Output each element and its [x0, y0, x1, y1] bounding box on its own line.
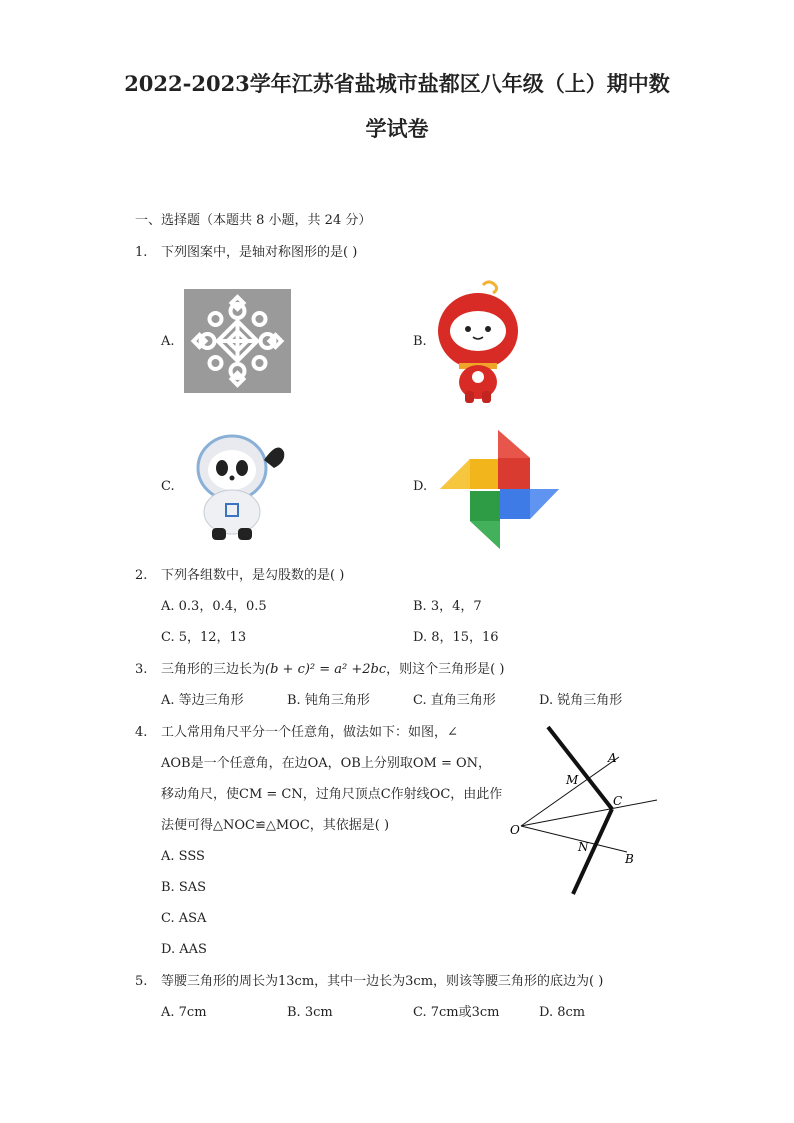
question-number-4: 4.	[135, 725, 148, 740]
lantern-mascot-image	[433, 279, 523, 404]
question-number-3: 3.	[135, 662, 148, 677]
option-d-label: D.	[413, 479, 428, 494]
question-2-stem: 下列各组数中，是勾股数的是( )	[161, 568, 345, 583]
q4-stem-line3: 移动角尺，使CM = CN，过角尺顶点C作射线OC，由此作	[161, 787, 503, 802]
q3-option-a: A. 等边三角形	[161, 693, 244, 708]
panda-mascot-image	[192, 430, 287, 542]
q2-option-b: B. 3，4，7	[413, 599, 482, 614]
q2-option-c: C. 5，12，13	[161, 630, 247, 645]
question-number-1: 1.	[135, 245, 148, 260]
q4-option-c: C. ASA	[161, 911, 207, 926]
pinwheel-image	[440, 428, 560, 550]
q4-option-b: B. SAS	[161, 880, 207, 895]
question-3-stem	[161, 661, 504, 679]
question-1-stem: 下列图案中，是轴对称图形的是( )	[161, 245, 358, 260]
q5-option-a: A. 7cm	[161, 1005, 207, 1020]
option-c-label: C.	[161, 479, 175, 494]
q3-stem-start: 三角形的三边长为	[161, 662, 266, 677]
q3-stem-end: ，则这个三角形是( )	[386, 662, 505, 677]
question-5-stem: 等腰三角形的周长为13cm，其中一边长为3cm，则该等腰三角形的底边为( )	[161, 974, 604, 989]
option-b-label: B.	[413, 334, 427, 349]
label-point-o: O	[510, 823, 520, 837]
q4-stem-line4: 法便可得△NOC≌△MOC，其依据是( )	[161, 818, 390, 833]
label-point-n: N	[578, 840, 589, 854]
page-title: 2022-2023学年江苏省盐城市盐都区八年级（上）期中数	[124, 71, 670, 96]
snowflake-papercut-image	[184, 289, 291, 393]
q5-option-c: C. 7cm或3cm	[413, 1005, 500, 1020]
question-number-5: 5.	[135, 974, 148, 989]
q2-option-d: D. 8，15，16	[413, 630, 499, 645]
section-header: 一、选择题（本题共 8 小题，共 24 分）	[135, 213, 372, 228]
q4-stem-line1: 工人常用角尺平分一个任意角，做法如下：如图，∠	[161, 725, 458, 740]
q3-formula: (b + c)² = a² +2bc	[265, 662, 387, 677]
q5-option-d: D. 8cm	[539, 1005, 586, 1020]
q4-option-a: A. SSS	[161, 849, 205, 864]
label-point-b: B	[625, 852, 634, 866]
angle-ruler-diagram	[505, 722, 665, 897]
q3-option-d: D. 锐角三角形	[539, 693, 623, 708]
option-a-label: A.	[161, 334, 175, 349]
q2-option-a: A. 0.3，0.4，0.5	[161, 599, 267, 614]
q4-stem-line2: AOB是一个任意角，在边OA，OB上分别取OM = ON，	[161, 756, 492, 771]
q4-option-d: D. AAS	[161, 942, 207, 957]
label-point-c: C	[613, 794, 623, 808]
q5-option-b: B. 3cm	[287, 1005, 333, 1020]
q3-option-c: C. 直角三角形	[413, 693, 496, 708]
page-title-line2: 学试卷	[365, 116, 429, 141]
q3-option-b: B. 钝角三角形	[287, 693, 370, 708]
label-point-a: A	[608, 751, 617, 765]
question-number-2: 2.	[135, 568, 148, 583]
label-point-m: M	[566, 773, 579, 787]
